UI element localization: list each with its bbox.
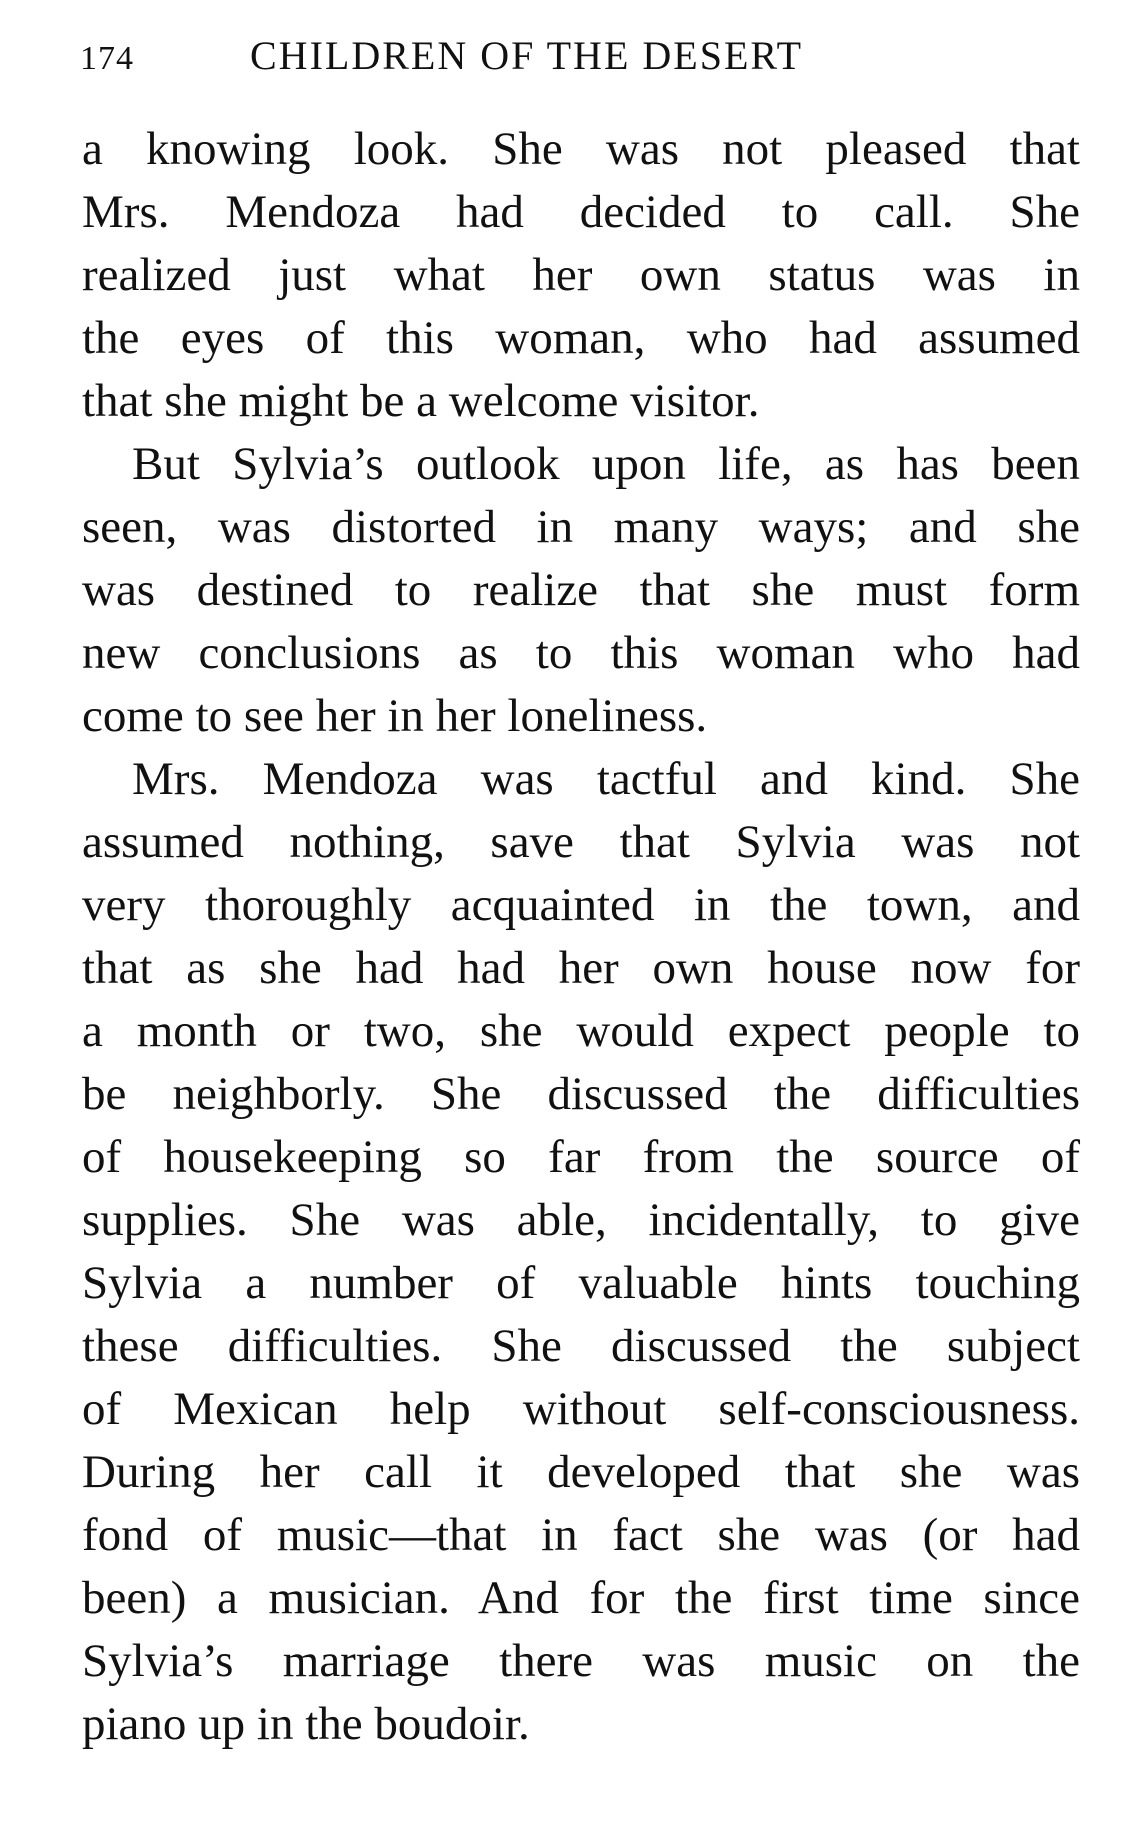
text-line: Mrs. Mendoza had decided to call. She: [82, 186, 1080, 238]
text-line: that as she had had her own house now for: [82, 942, 1080, 994]
text-line: assumed nothing, save that Sylvia was not: [82, 816, 1080, 868]
text-line: of housekeeping so far from the source of: [82, 1131, 1080, 1183]
text-line: supplies. She was able, incidentally, to give: [82, 1194, 1080, 1246]
text-line: come to see her in her loneliness.: [82, 690, 708, 742]
text-line: been) a musician. And for the first time since: [82, 1572, 1080, 1624]
text-line: seen, was distorted in many ways; and she: [82, 501, 1080, 553]
text-line: Sylvia a number of valuable hints touching: [82, 1257, 1080, 1309]
text-line: very thoroughly acquainted in the town, and: [82, 879, 1080, 931]
paragraph-3: [82, 748, 1080, 1756]
body-text: [82, 118, 1080, 1756]
paragraph-2: [82, 433, 1080, 748]
text-line: be neighborly. She discussed the difficulties: [82, 1068, 1080, 1120]
text-line: During her call it developed that she was: [82, 1446, 1080, 1498]
text-line: But Sylvia’s outlook upon life, as has been: [132, 438, 1080, 490]
text-line: a knowing look. She was not pleased that: [82, 123, 1080, 175]
text-line: realized just what her own status was in: [82, 249, 1080, 301]
running-head: [80, 28, 1070, 88]
text-line: a month or two, she would expect people to: [82, 1005, 1080, 1057]
paragraph-1: [82, 118, 1080, 433]
text-line: Sylvia’s marriage there was music on the: [82, 1635, 1080, 1687]
text-line: of Mexican help without self-consciousness.: [82, 1383, 1080, 1435]
text-line: these difficulties. She discussed the subject: [82, 1320, 1080, 1372]
text-line: the eyes of this woman, who had assumed: [82, 312, 1080, 364]
text-line: piano up in the boudoir.: [82, 1698, 530, 1750]
running-title: CHILDREN OF THE DESERT: [250, 33, 804, 78]
text-line: was destined to realize that she must form: [82, 564, 1080, 616]
text-line: fond of music—that in fact she was (or had: [82, 1509, 1080, 1561]
page-number: 174: [80, 40, 134, 77]
text-line: new conclusions as to this woman who had: [82, 627, 1080, 679]
text-line: that she might be a welcome visitor.: [82, 375, 760, 427]
text-line: Mrs. Mendoza was tactful and kind. She: [132, 753, 1080, 805]
